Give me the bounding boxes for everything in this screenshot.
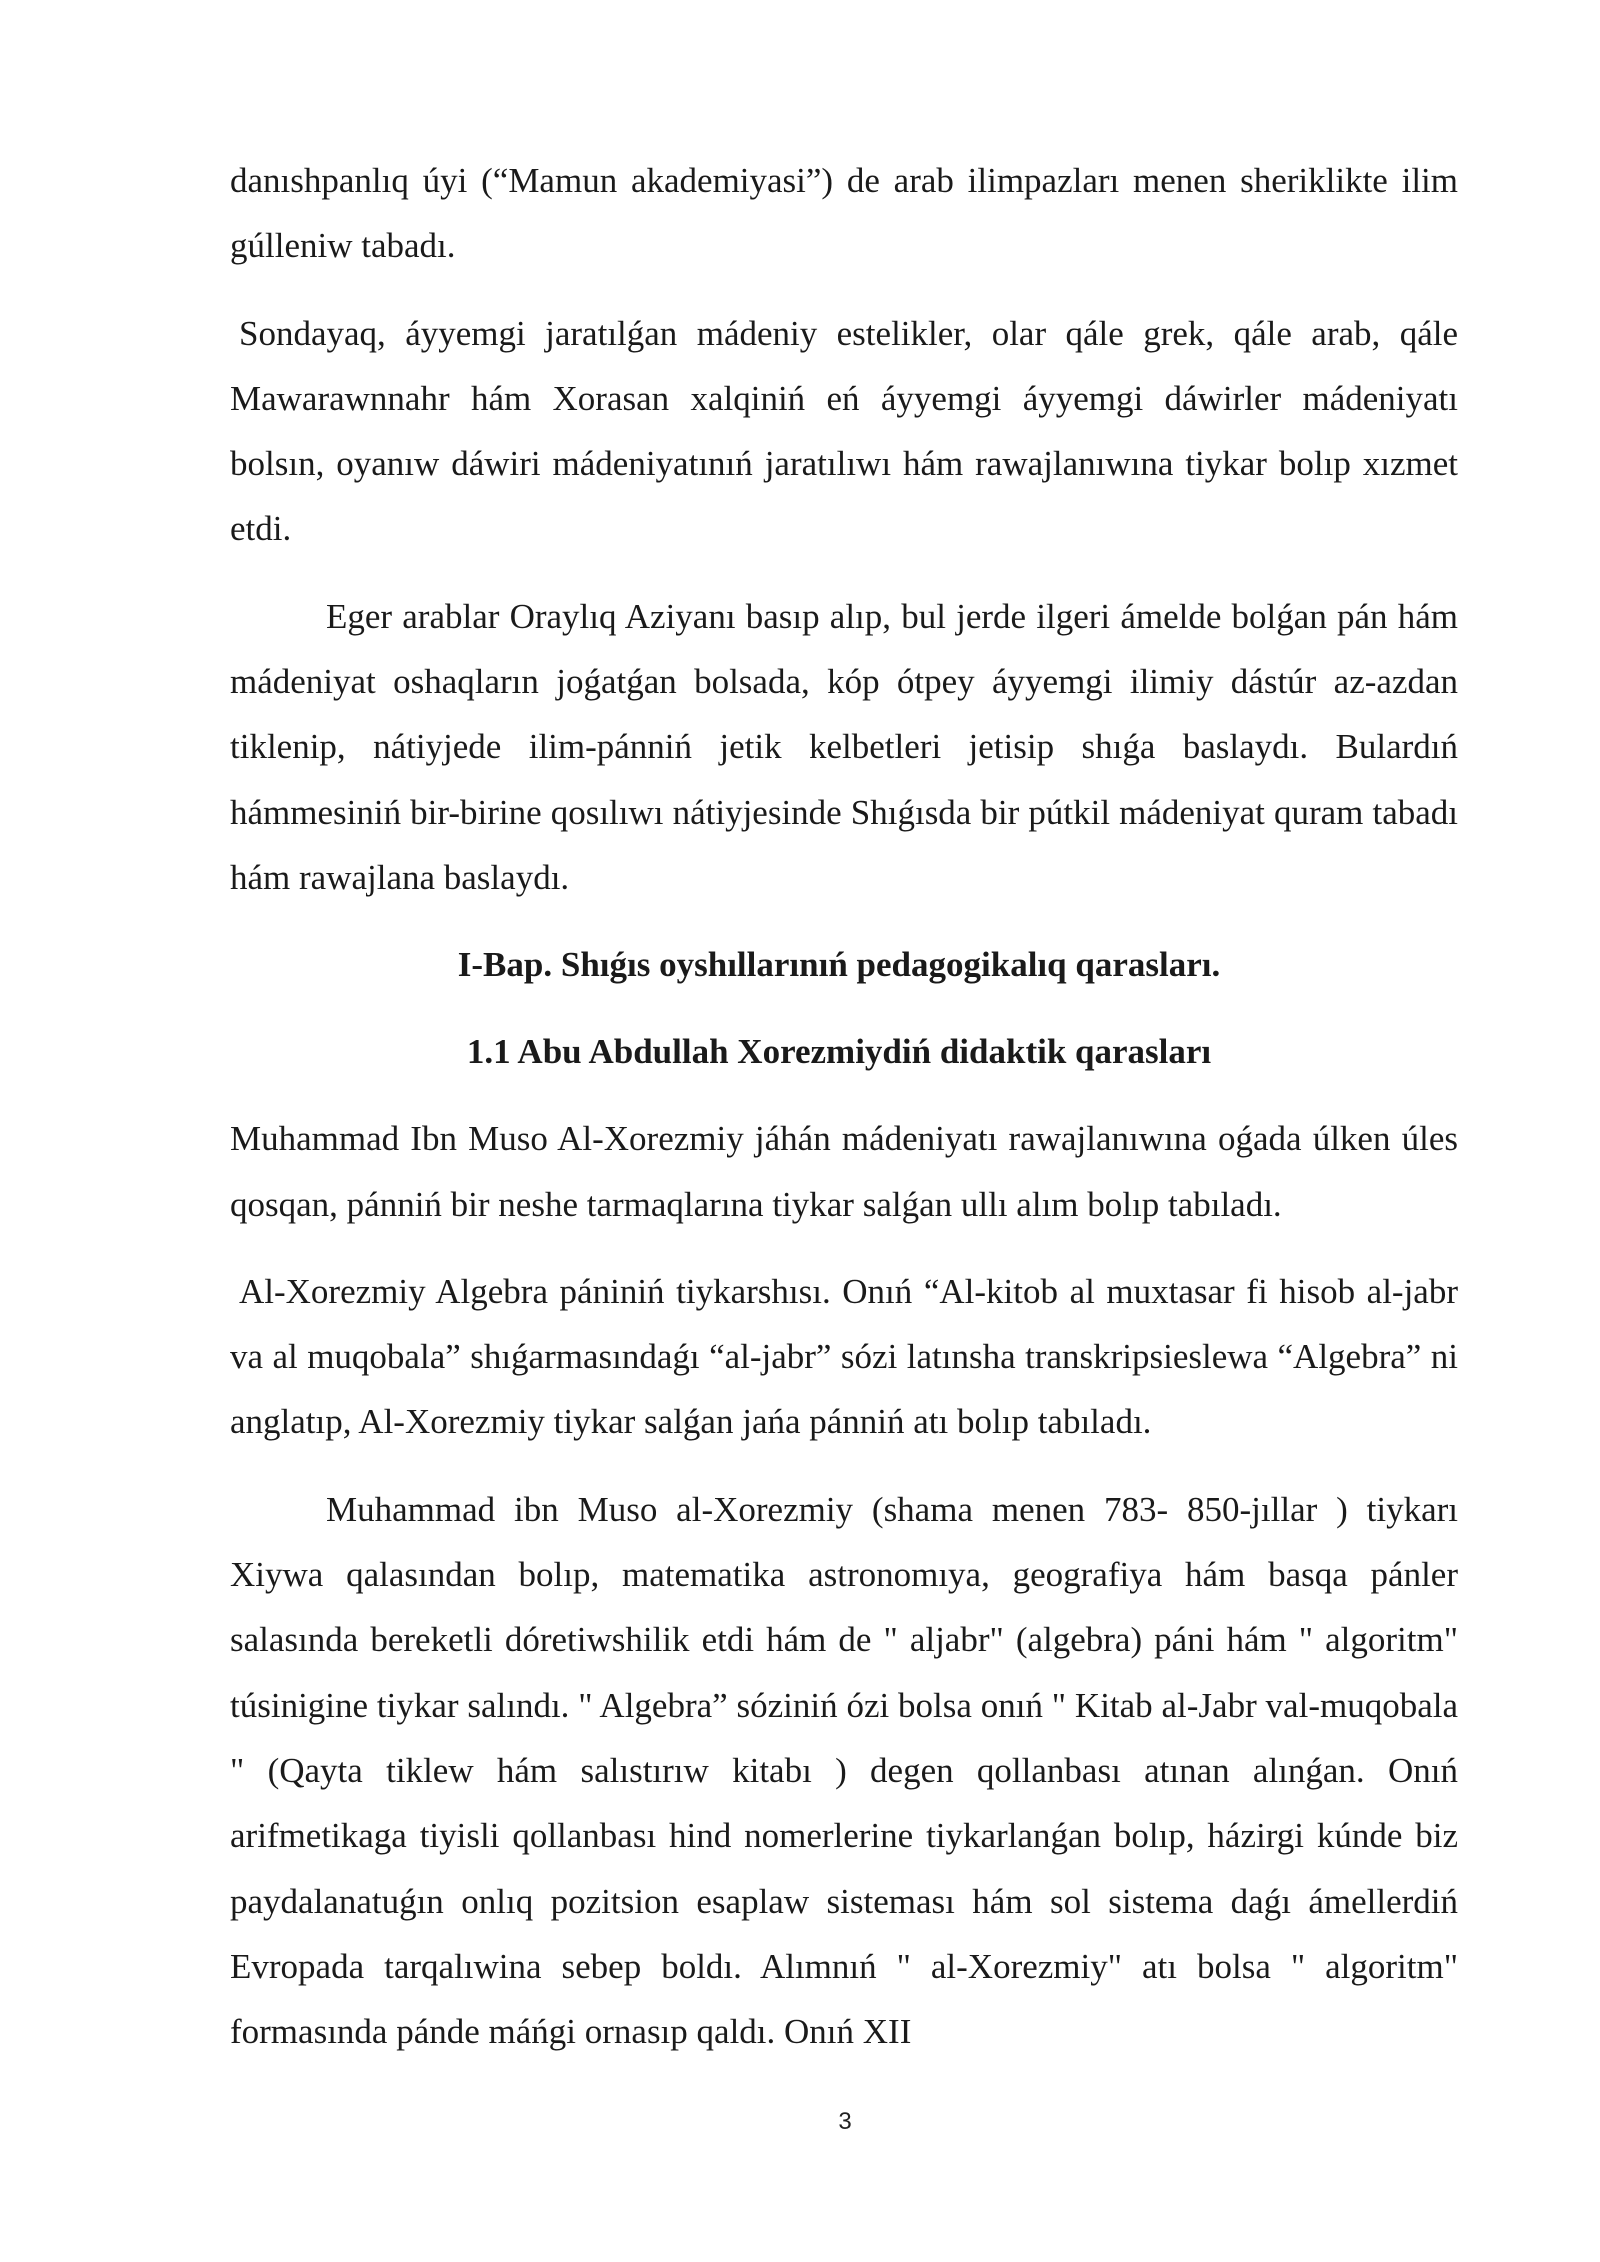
- paragraph: Al-Xorezmiy Algebra pániniń tiykarshısı. Onıń “Al-kitob al muxtasar fi hisob al-jabr va al muqobala” shıǵarmasındaǵı “al-jabr” sózi latınsha transkripsieslewa “Algebra” ni anglatıp, Al-Xorezmiy tiykar salǵan jańa pánniń atı bolıp tabıladı.: [230, 1271, 1458, 1442]
- paragraph: Sondayaq, áyyemgi jaratılǵan mádeniy estelikler, olar qále grek, qále arab, qále Mawarawnnahr hám Xorasan xalqiniń eń áyyemgi áyyemgi dáwirler mádeniyatı bolsın, oyanıw dáwiri mádeniyatınıń jaratılıwı hám rawajlanıwına tiykar bolıp xızmet etdi.: [230, 313, 1458, 549]
- paragraph: Muhammad Ibn Muso Al-Xorezmiy jáhán mádeniyatı rawajlanıwına oǵada úlken úles qosqan, pánniń bir neshe tarmaqlarına tiykar salǵan ullı alım bolıp tabıladı.: [230, 1119, 1458, 1224]
- paragraph: danıshpanlıq úyi (“Mamun akademiyasi”) de arab ilimpazları menen sheriklikte ilim gúlleniw tabadı.: [230, 161, 1458, 266]
- section-heading: 1.1 Abu Abdullah Xorezmiydiń didaktik qarasları: [466, 1032, 1212, 1072]
- paragraph: Muhammad ibn Muso al-Xorezmiy (shama menen 783- 850-jıllar ) tiykarı Xiywa qalasından bolıp, matematika astronomıya, geografiya hám basqa pánler salasında bereketli dóretiwshilik etdi hám de " aljabr" (algebra) páni hám " algoritm" túsinigine tiykar salındı. " Algebra” sóziniń ózi bolsa onıń " Kitab al-Jabr val-muqobala " (Qayta tiklew hám salıstırıw kitabı ) degen qollanbası atınan alınǵan. Onıń arifmetikaga tiyisli qollanbası hind nomerlerine tiykarlanǵan bolıp, házirgi kúnde biz paydalanatuǵın onlıq pozitsion esaplaw sisteması hám sol sistema daǵı ámellerdiń Evropada tarqalıwina sebep boldı. Alımnıń " al-Xorezmiy" atı bolsa " algoritm" formasında pánde máńgi ornasıp qaldı. Onıń XII: [230, 1489, 1458, 2052]
- page-body: [230, 148, 1458, 2086]
- chapter-heading: I-Bap. Shıǵıs oyshıllarınıń pedagogikalıq qarasları.: [457, 945, 1221, 985]
- paragraph: Eger arablar Oraylıq Aziyanı basıp alıp, bul jerde ilgeri ámelde bolǵan pán hám mádeniyat oshaqların joǵatǵan bolsada, kóp ótpey áyyemgi ilimiy dástúr az-azdan tiklenip, nátiyjede ilim-pánniń jetik kelbetleri jetisip shıǵa baslaydı. Bulardıń hámmesiniń bir-birine qosılıwı nátiyjesinde Shıǵısda bir pútkil mádeniyat quram tabadı hám rawajlana baslaydı.: [230, 596, 1458, 897]
- page-number: 3: [838, 2108, 852, 2135]
